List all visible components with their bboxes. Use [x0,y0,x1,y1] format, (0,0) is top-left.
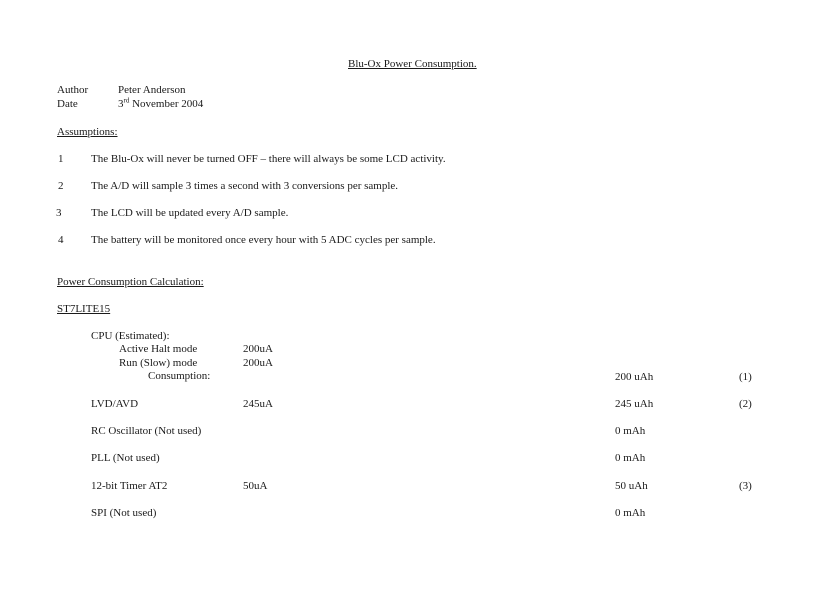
assumption-number: 3 [56,207,62,219]
row-label: RC Oscillator (Not used) [91,425,202,437]
row-note: (2) [739,398,752,410]
row-current: 50uA [243,480,268,492]
run-slow-value: 200uA [243,357,273,369]
author-value: Peter Anderson [118,84,186,96]
device-heading: ST7LITE15 [57,303,111,315]
row-label: 12-bit Timer AT2 [91,480,168,492]
date-suffix: rd [123,96,130,105]
cpu-consumption-label: Consumption: [148,370,211,382]
assumption-number: 2 [58,180,64,192]
date-rest: November 2004 [129,98,204,110]
cpu-note: (1) [739,371,752,383]
calculation-heading: Power Consumption Calculation: [57,276,204,288]
row-consumption: 0 mAh [615,425,646,437]
cpu-label: CPU (Estimated): [91,330,170,342]
row-consumption: 0 mAh [615,452,646,464]
author-label: Author [57,84,89,96]
date-label: Date [57,98,78,110]
row-label: SPI (Not used) [91,507,157,519]
assumptions-heading: Assumptions: [57,126,118,138]
date-value [118,98,203,111]
assumption-number: 4 [58,234,64,246]
document-title: Blu-Ox Power Consumption. [348,58,477,70]
row-note: (3) [739,480,752,492]
row-consumption: 0 mAh [615,507,646,519]
row-current: 245uA [243,398,273,410]
assumption-number: 1 [58,153,64,165]
assumption-text: The LCD will be updated every A/D sample. [91,207,289,219]
active-halt-label: Active Halt mode [119,343,198,355]
row-consumption: 245 uAh [615,398,654,410]
row-label: LVD/AVD [91,398,139,410]
assumption-text: The Blu-Ox will never be turned OFF – there will always be some LCD activity. [91,153,446,165]
row-consumption: 50 uAh [615,480,648,492]
assumption-text: The A/D will sample 3 times a second with 3 conversions per sample. [91,180,399,192]
cpu-consumption-value: 200 uAh [615,371,654,383]
active-halt-value: 200uA [243,343,273,355]
assumption-text: The battery will be monitored once every hour with 5 ADC cycles per sample. [91,234,436,246]
row-label: PLL (Not used) [91,452,160,464]
run-slow-label: Run (Slow) mode [119,357,198,369]
date-day: 3 [118,98,124,110]
